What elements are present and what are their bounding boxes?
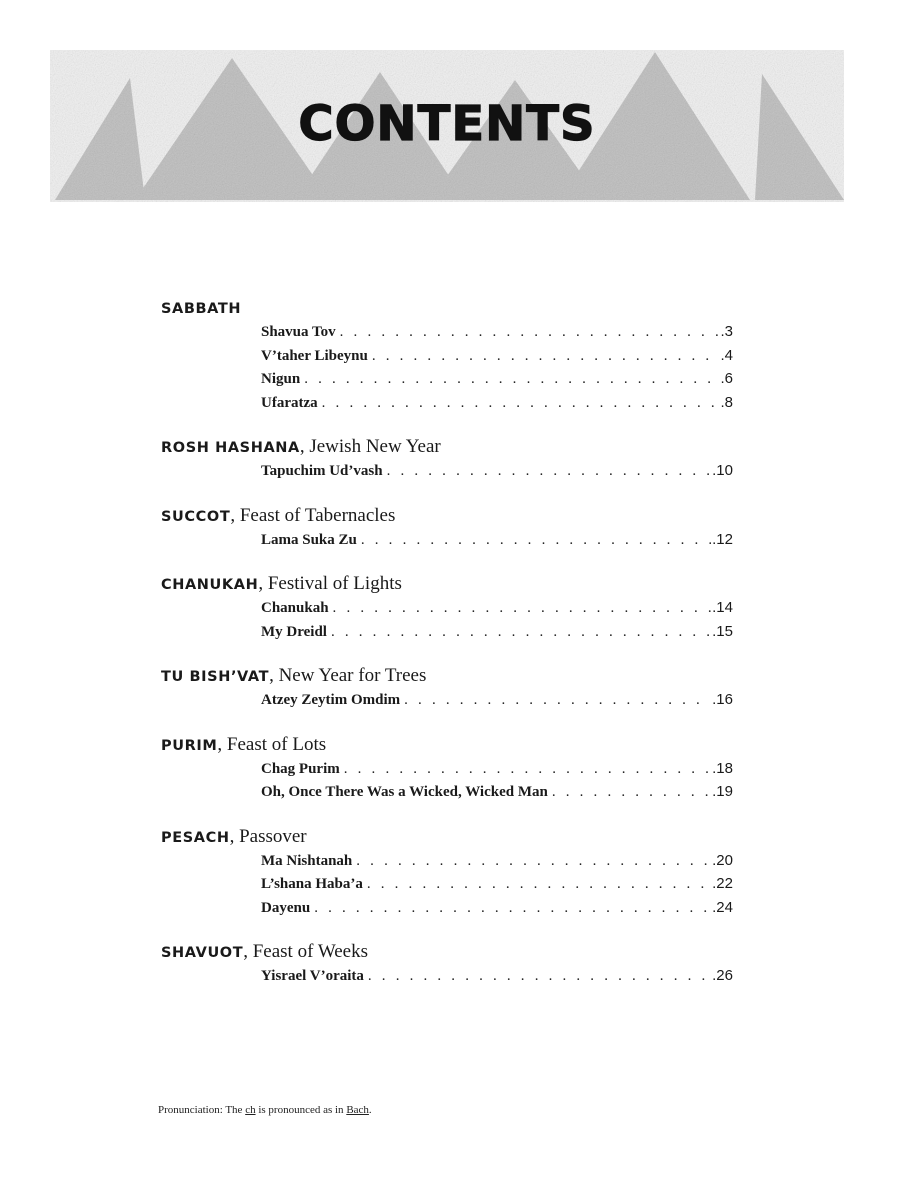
section-keyword: PURIM [161,737,218,754]
section-heading [161,825,736,849]
dot-leader [361,529,711,553]
section-subtitle: , Feast of Tabernacles [230,504,396,526]
section-keyword: PESACH [161,829,230,846]
toc-entry [261,596,733,620]
dot-leader [372,345,720,369]
dot-leader [368,965,711,989]
dot-leader [387,460,712,484]
table-of-contents [161,296,736,1009]
dot-leader [333,597,712,621]
entry-page-number: .18 [712,759,733,777]
section-keyword: CHANUKAH [161,577,259,593]
entry-title: Ufaratza [261,394,318,411]
toc-entry [261,964,733,988]
entry-page-number: .26 [712,967,733,984]
entry-title: Dayenu [261,899,311,916]
toc-section [161,572,736,643]
entry-page-number: .16 [712,691,733,708]
entry-page-number: .10 [712,462,733,479]
entry-page-number: .3 [720,323,733,340]
section-heading [161,733,736,757]
dot-leader [314,897,711,921]
entry-page-number: .4 [720,346,733,364]
dot-leader [356,850,711,874]
toc-entry [261,688,733,712]
footnote-middle: is pronounced as in [255,1104,347,1116]
entry-page-number: .14 [712,599,733,616]
section-subtitle: , Feast of Weeks [243,941,368,962]
section-keyword: TU BISH’VAT [161,669,270,685]
toc-section [161,940,736,988]
toc-entry [261,620,733,644]
section-keyword: SUCCOT [161,508,231,525]
toc-section [161,435,736,483]
entry-page-number: .8 [720,393,733,411]
entry-title: Nigun [261,371,301,387]
page-title: CONTENTS [298,96,596,152]
section-keyword: ROSH HASHANA [161,440,300,456]
dot-leader [344,758,711,782]
toc-entry [261,780,733,804]
section-heading [161,504,736,528]
footnote-term: ch [245,1104,256,1116]
pronunciation-note [158,1104,372,1116]
entry-title: Chag Purim [261,760,340,777]
dot-leader [322,392,720,416]
section-heading [161,296,736,320]
section-heading [161,664,736,688]
contents-banner [50,50,844,202]
section-heading [161,435,736,459]
toc-entry [261,320,733,344]
section-subtitle: , New Year for Trees [269,665,427,686]
dot-leader [331,621,711,645]
dot-leader [340,321,720,345]
section-subtitle: , Festival of Lights [258,573,402,594]
dot-leader [367,873,711,897]
entry-page-number: .12 [712,530,733,548]
toc-section [161,504,736,552]
entry-page-number: .15 [712,622,733,640]
section-keyword: SHAVUOT [161,945,244,961]
entry-page-number: .19 [712,783,733,800]
dot-leader [304,368,719,392]
footnote-lead: Pronunciation: The [158,1104,246,1116]
entry-page-number: .20 [712,851,733,869]
toc-entry [261,896,733,920]
entry-title: Chanukah [261,600,329,616]
entry-page-number: .22 [712,875,733,892]
footnote-example: Bach [346,1104,369,1116]
section-heading [161,572,736,596]
toc-section [161,664,736,712]
toc-entry [261,849,733,873]
toc-entry [261,872,733,896]
toc-entry [261,367,733,391]
toc-entry [261,344,733,368]
toc-entry [261,528,733,552]
footnote-end: . [368,1104,372,1116]
entry-page-number: .6 [720,370,733,387]
toc-section [161,296,736,414]
section-keyword: SABBATH [161,301,242,317]
entry-page-number: .24 [712,898,733,916]
entry-title: Yisrael V’oraita [261,968,364,984]
toc-entry [261,391,733,415]
entry-title: Lama Suka Zu [261,531,357,548]
toc-entry [261,459,733,483]
entry-title: Ma Nishtanah [261,852,353,869]
toc-section [161,733,736,804]
dot-leader [552,781,711,805]
toc-section [161,825,736,920]
section-subtitle: , Jewish New Year [299,436,441,457]
entry-title: My Dreidl [261,623,327,640]
entry-title: L’shana Haba’a [261,876,363,892]
entry-title: Tapuchim Ud’vash [261,463,383,479]
entry-title: Oh, Once There Was a Wicked, Wicked Man [261,784,548,800]
dot-leader [404,689,711,713]
entry-title: Shavua Tov [261,324,336,340]
entry-title: V’taher Libeynu [261,347,368,364]
entry-title: Atzey Zeytim Omdim [261,692,401,708]
toc-entry [261,757,733,781]
section-heading [161,940,736,964]
section-subtitle: , Passover [229,825,307,847]
section-subtitle: , Feast of Lots [217,733,327,755]
